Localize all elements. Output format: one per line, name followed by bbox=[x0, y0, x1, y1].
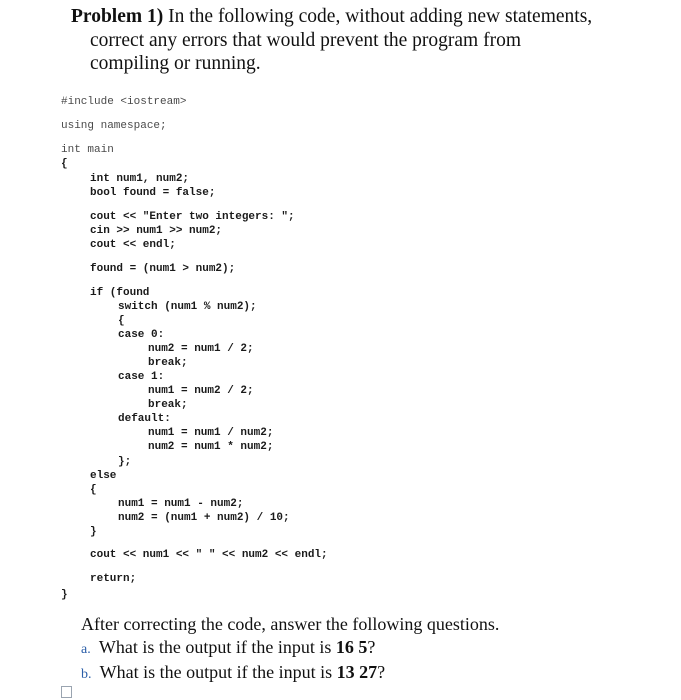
code-close-brace: } bbox=[61, 589, 68, 601]
code-default-stmt-1: num1 = num1 / num2; bbox=[148, 427, 274, 439]
question-b-input: 13 27 bbox=[336, 662, 378, 682]
code-if-found: if (found bbox=[90, 287, 150, 299]
problem-line-2: correct any errors that would prevent the program from bbox=[90, 29, 521, 51]
code-default-stmt-2: num2 = num1 * num2; bbox=[148, 441, 274, 453]
problem-label: Problem 1) bbox=[71, 6, 164, 27]
code-include: #include <iostream> bbox=[61, 96, 187, 108]
problem-line-1: In the following code, without adding new statements, bbox=[163, 6, 593, 27]
code-cout-endl: cout << endl; bbox=[90, 239, 176, 251]
question-a-text: What is the output if the input is bbox=[94, 637, 336, 657]
code-case-1-break: break; bbox=[148, 399, 188, 411]
code-cout-final: cout << num1 << " " << num2 << endl; bbox=[90, 549, 328, 561]
code-open-brace: { bbox=[61, 158, 68, 170]
code-switch-open: { bbox=[118, 315, 125, 327]
code-cout-prompt: cout << "Enter two integers: "; bbox=[90, 211, 295, 223]
question-a-end: ? bbox=[367, 637, 376, 657]
code-case-1: case 1: bbox=[118, 371, 165, 383]
code-using-namespace: using namespace; bbox=[61, 120, 167, 132]
code-else-stmt-1: num1 = num1 - num2; bbox=[118, 498, 244, 510]
question-b-text: What is the output if the input is bbox=[95, 662, 337, 682]
code-else-close: } bbox=[90, 526, 97, 538]
question-b-label: b. bbox=[81, 667, 92, 682]
code-else-open: { bbox=[90, 484, 97, 496]
code-declare-nums: int num1, num2; bbox=[90, 173, 190, 185]
code-case-0: case 0: bbox=[118, 329, 165, 341]
code-assign-found: found = (num1 > num2); bbox=[90, 263, 236, 275]
problem-line-3: compiling or running. bbox=[90, 53, 261, 74]
questions-intro: After correcting the code, answer the following questions. bbox=[81, 614, 500, 634]
questions-section bbox=[81, 613, 661, 686]
selection-checkbox[interactable] bbox=[61, 686, 72, 698]
code-return: return; bbox=[90, 573, 137, 585]
code-int-main: int main bbox=[61, 144, 114, 156]
question-b bbox=[81, 661, 661, 686]
code-case-0-break: break; bbox=[148, 357, 188, 369]
code-cin-nums: cin >> num1 >> num2; bbox=[90, 225, 223, 237]
question-a bbox=[81, 636, 661, 661]
code-else: else bbox=[90, 470, 117, 482]
code-default: default: bbox=[118, 413, 171, 425]
code-case-0-stmt: num2 = num1 / 2; bbox=[148, 343, 254, 355]
problem-statement bbox=[71, 5, 631, 76]
code-switch-close: }; bbox=[118, 456, 132, 468]
code-switch: switch (num1 % num2); bbox=[118, 301, 257, 313]
code-declare-found: bool found = false; bbox=[90, 187, 216, 199]
question-a-label: a. bbox=[81, 642, 91, 657]
code-else-stmt-2: num2 = (num1 + num2) / 10; bbox=[118, 512, 290, 524]
question-b-end: ? bbox=[377, 662, 386, 682]
question-a-input: 16 5 bbox=[335, 637, 368, 657]
code-case-1-stmt: num1 = num2 / 2; bbox=[148, 385, 254, 397]
